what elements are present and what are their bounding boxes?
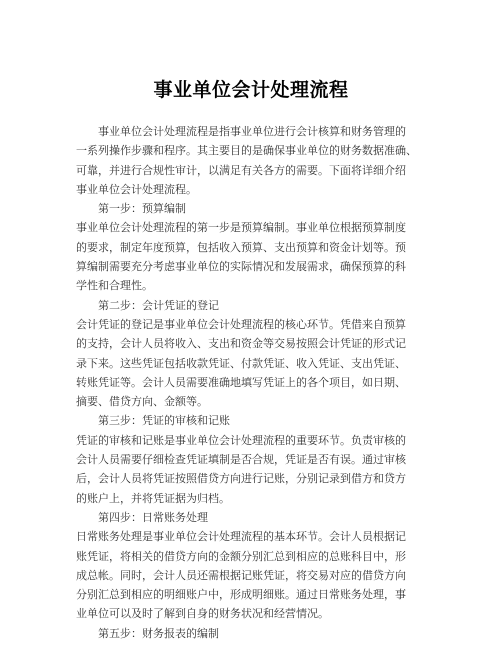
paragraph-line: 事业单位会计处理流程是指事业单位进行会计核算和财务管理的 xyxy=(98,125,406,138)
step-heading: 第二步：会计凭证的登记 xyxy=(98,298,219,312)
paragraph-line: 日常账务处理是事业单位会计处理流程的基本环节。会计人员根据记 xyxy=(76,530,406,544)
paragraph-line: 会计人员需要仔细检查凭证填制是否合规，凭证是否有误。通过审核 xyxy=(76,453,406,467)
paragraph-line: 摘要、借贷方向、金额等。 xyxy=(76,395,208,409)
paragraph-line: 算编制需要充分考虑事业单位的实际情况和发展需求，确保预算的科 xyxy=(76,260,406,274)
paragraph-line: 一系列操作步骤和程序。其主要目的是确保事业单位的财务数据准确、 xyxy=(76,144,417,158)
paragraph-line: 学性和合理性。 xyxy=(76,279,153,293)
paragraph-line: 分别汇总到相应的明细账户中，形成明细账。通过日常账务处理，事 xyxy=(76,588,406,602)
paragraph-line: 账凭证，将相关的借贷方向的金额分别汇总到相应的总账科目中，形 xyxy=(76,549,406,563)
step-heading: 第三步：凭证的审核和记账 xyxy=(98,414,230,428)
document-body xyxy=(76,122,436,643)
paragraph-line: 的支持，会计人员将收入、支出和资金等交易按照会计凭证的形式记 xyxy=(76,337,406,351)
paragraph-line: 录下来。这些凭证包括收款凭证、付款凭证、收入凭证、支出凭证、 xyxy=(76,356,406,370)
paragraph-line: 会计凭证的登记是事业单位会计处理流程的核心环节。凭借来自预算 xyxy=(76,317,406,331)
paragraph-line: 转账凭证等。会计人员需要准确地填写凭证上的各个项目，如日期、 xyxy=(76,375,406,389)
paragraph-line: 业单位可以及时了解到自身的财务状况和经营情况。 xyxy=(76,607,329,621)
step-heading: 第一步：预算编制 xyxy=(98,202,186,216)
paragraph-line: 的要求，制定年度预算，包括收入预算、支出预算和资金计划等。预 xyxy=(76,240,406,254)
page-title: 事业单位会计处理流程 xyxy=(153,79,349,101)
paragraph-line: 成总帐。同时，会计人员还需根据记账凭证，将交易对应的借贷方向 xyxy=(76,568,406,582)
step-heading: 第五步：财务报表的编制 xyxy=(98,626,219,640)
paragraph-line: 事业单位会计处理流程的第一步是预算编制。事业单位根据预算制度 xyxy=(76,221,406,235)
paragraph-line: 的账户上，并将凭证据为归档。 xyxy=(76,491,230,505)
paragraph-line: 凭证的审核和记账是事业单位会计处理流程的重要环节。负责审核的 xyxy=(76,433,406,447)
paragraph-line: 后，会计人员将凭证按照借贷方向进行记账，分别记录到借方和贷方 xyxy=(76,472,406,486)
paragraph-line: 事业单位会计处理流程。 xyxy=(76,182,197,196)
paragraph-line: 可靠，并进行合规性审计，以满足有关各方的需要。下面将详细介绍 xyxy=(76,163,406,177)
step-heading: 第四步：日常账务处理 xyxy=(98,510,208,524)
